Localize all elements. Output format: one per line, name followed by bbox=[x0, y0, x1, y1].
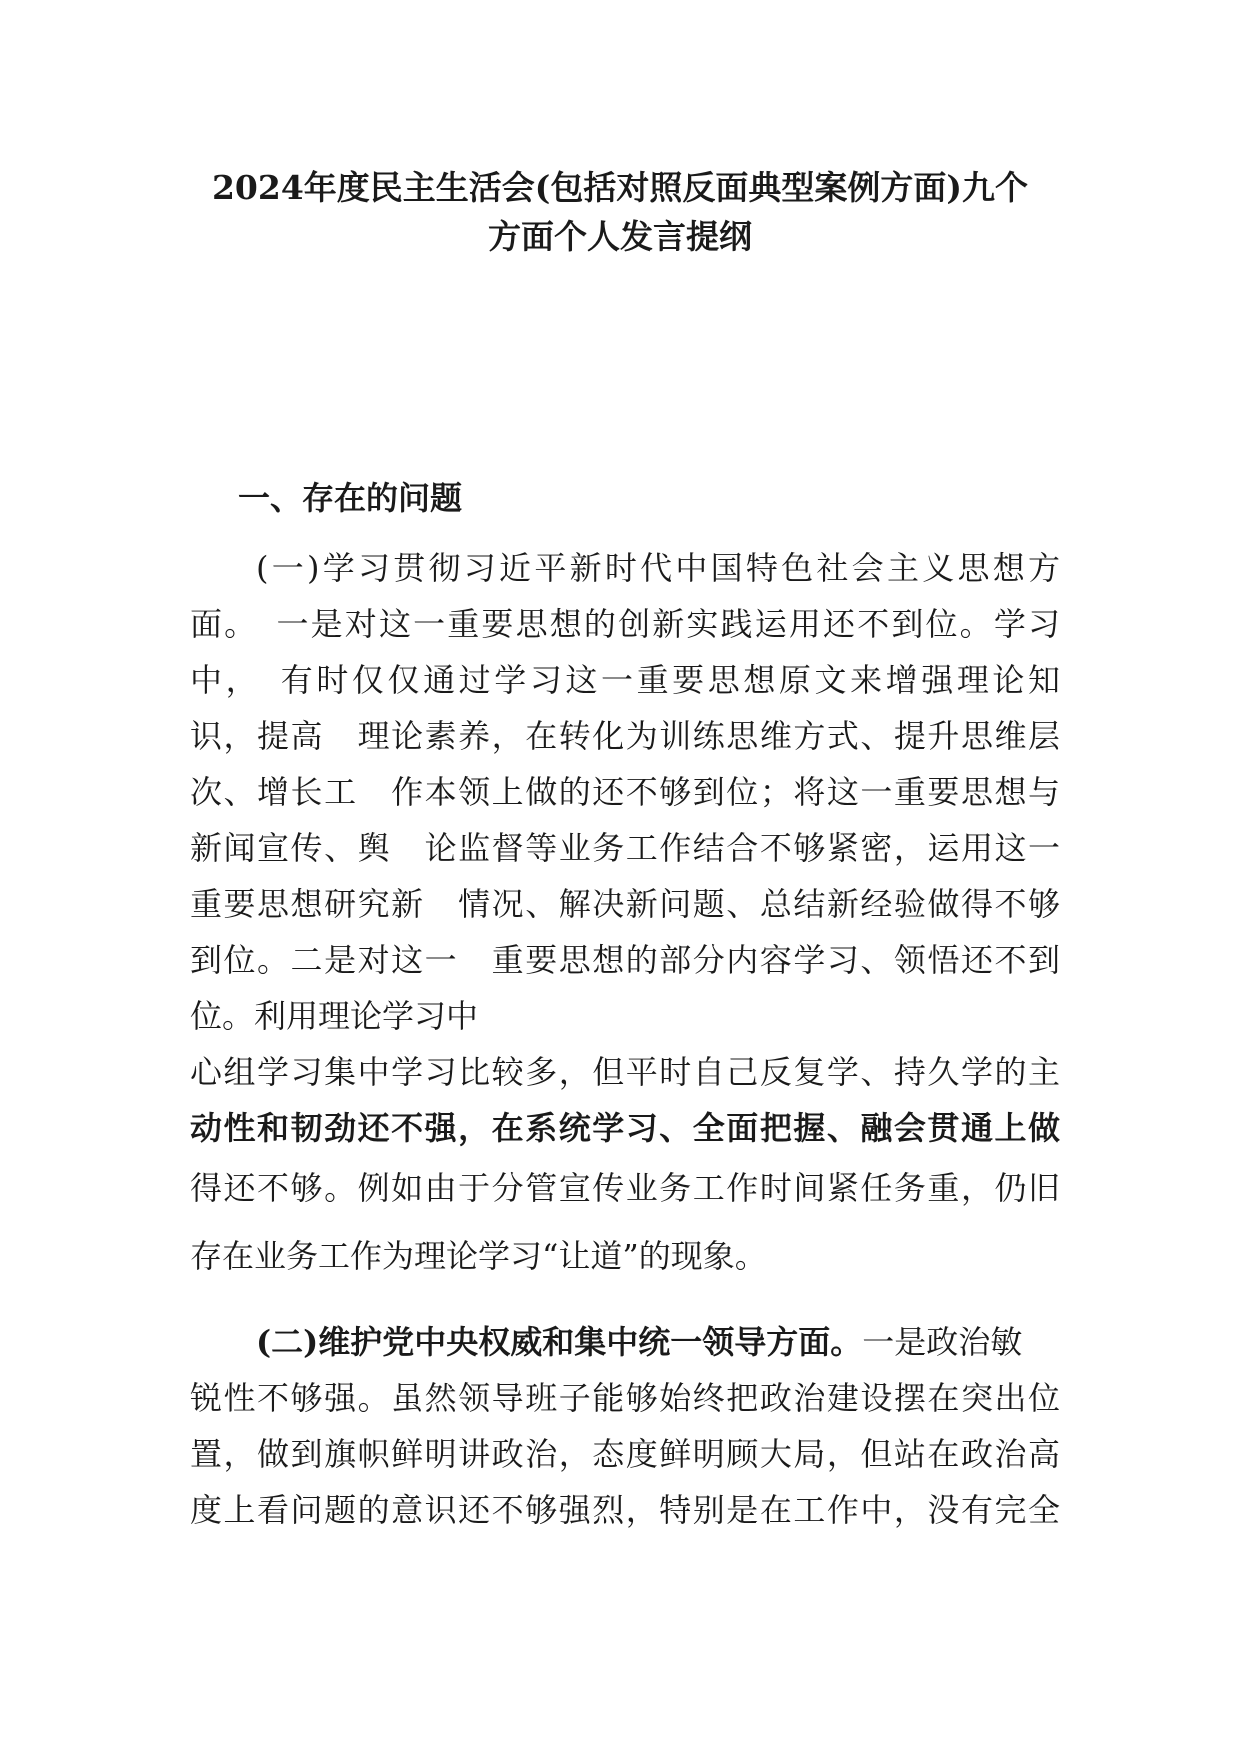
paragraph-line: 重要思想研究新 情况、解决新问题、总结新经验做得不够 bbox=[190, 885, 1060, 923]
paragraph-line: 心组学习集中学习比较多，但平时自己反复学、持久学的主 bbox=[190, 1053, 1060, 1091]
paragraph-line: 新闻宣传、舆 论监督等业务工作结合不够紧密，运用这一 bbox=[190, 829, 1060, 867]
paragraph-line: 识，提高 理论素养，在转化为训练思维方式、提升思维层 bbox=[190, 717, 1060, 755]
paragraph-line-bold: 动性和韧劲还不强，在系统学习、全面把握、融会贯通上做 bbox=[190, 1109, 1060, 1147]
document-title-line1: 2024年度民主生活会(包括对照反面典型案例方面)九个 bbox=[211, 168, 1029, 207]
paragraph-line: 得还不够。例如由于分管宣传业务工作时间紧任务重，仍旧 bbox=[190, 1169, 1060, 1207]
paragraph-line: 位。利用理论学习中 bbox=[190, 997, 479, 1035]
paragraph-line: 置，做到旗帜鲜明讲政治，态度鲜明顾大局，但站在政治高 bbox=[190, 1435, 1060, 1473]
paragraph-line: 面。 一是对这一重要思想的创新实践运用还不到位。学习 bbox=[190, 605, 1060, 643]
subsection-heading-authority: (二)维护党中央权威和集中统一领导方面。 bbox=[256, 1323, 863, 1361]
paragraph-line: 度上看问题的意识还不够强烈，特别是在工作中，没有完全 bbox=[190, 1491, 1060, 1529]
paragraph-line bbox=[256, 1314, 1060, 1370]
paragraph-line: 存在业务工作为理论学习“让道”的现象。 bbox=[190, 1237, 767, 1275]
document-title-line2: 方面个人发言提纲 bbox=[488, 217, 752, 256]
paragraph-text: 一是政治敏 bbox=[862, 1323, 1023, 1361]
paragraph-line: (一)学习贯彻习近平新时代中国特色社会主义思想方 bbox=[256, 549, 1060, 587]
section-heading-problems: 一、存在的问题 bbox=[238, 479, 463, 517]
paragraph-line: 次、增长工 作本领上做的还不够到位；将这一重要思想与 bbox=[190, 773, 1060, 811]
paragraph-line: 中， 有时仅仅通过学习这一重要思想原文来增强理论知 bbox=[190, 661, 1060, 699]
paragraph-line: 到位。二是对这一 重要思想的部分内容学习、领悟还不到 bbox=[190, 941, 1060, 979]
paragraph-line: 锐性不够强。虽然领导班子能够始终把政治建设摆在突出位 bbox=[190, 1379, 1060, 1417]
